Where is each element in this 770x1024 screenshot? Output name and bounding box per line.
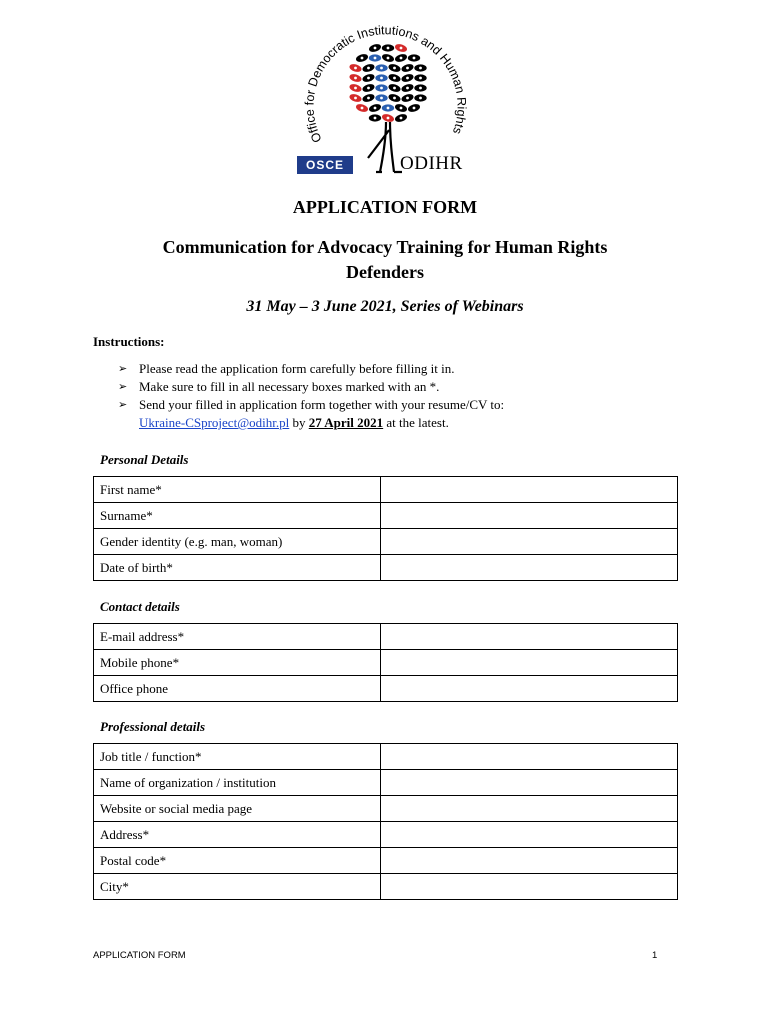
instruction-text: Make sure to fill in all necessary boxes marked with an *. <box>139 379 440 394</box>
logo-leaf-eye <box>387 107 390 110</box>
field-cell <box>381 503 678 529</box>
field-cell <box>381 796 678 822</box>
logo-tree-trunk <box>368 122 402 172</box>
date-of-birth-input[interactable] <box>381 556 677 580</box>
logo-leaf-eye <box>393 87 396 90</box>
logo-leaf-eye <box>393 97 396 100</box>
field-label: E-mail address* <box>94 624 381 650</box>
logo-leaf-eye <box>406 87 409 90</box>
table-row <box>94 503 678 529</box>
job-title-input[interactable] <box>381 745 677 769</box>
logo-leaf-eye <box>367 77 370 80</box>
field-label: Job title / function* <box>94 744 381 770</box>
logo-leaf-eye <box>400 47 403 50</box>
subtitle-line-1: Communication for Advocacy Training for Human Rights <box>162 237 608 257</box>
event-dates: 31 May – 3 June 2021, Series of Webinars <box>246 298 524 315</box>
gender-identity-input[interactable] <box>381 530 677 554</box>
arrow-bullet-icon: ➢ <box>118 362 128 375</box>
logo-leaf-eye <box>380 97 383 100</box>
logo-leaf-eye <box>419 87 422 90</box>
field-label: Office phone <box>94 676 381 702</box>
logo-leaf-eye <box>387 117 390 120</box>
logo-leaf-eye <box>367 97 370 100</box>
professional-details-table <box>93 743 678 900</box>
odihr-logo <box>290 22 490 182</box>
field-cell <box>381 477 678 503</box>
field-cell <box>381 529 678 555</box>
field-cell <box>381 848 678 874</box>
logo-leaf-eye <box>406 77 409 80</box>
field-label: First name* <box>94 477 381 503</box>
logo-leaf-eye <box>354 67 357 70</box>
instructions-label: Instructions: <box>93 334 165 349</box>
field-cell <box>381 822 678 848</box>
page-title: APPLICATION FORM <box>292 197 478 217</box>
table-row <box>94 529 678 555</box>
table-row <box>94 650 678 676</box>
field-cell <box>381 676 678 702</box>
osce-badge: OSCE <box>297 156 353 174</box>
instruction-by: by <box>289 415 309 430</box>
instruction-item <box>118 396 678 432</box>
logo-leaf-eye <box>367 87 370 90</box>
email-input[interactable] <box>381 625 677 649</box>
instruction-item <box>118 378 678 396</box>
instruction-tail: at the latest. <box>383 415 449 430</box>
arrow-bullet-icon: ➢ <box>118 380 128 393</box>
table-row <box>94 848 678 874</box>
address-input[interactable] <box>381 823 677 847</box>
table-row <box>94 770 678 796</box>
logo-leaf-eye <box>419 97 422 100</box>
logo-leaves <box>348 43 426 124</box>
instructions-list <box>118 360 678 432</box>
logo-leaf-eye <box>374 47 377 50</box>
organization-input[interactable] <box>381 771 677 795</box>
field-cell <box>381 555 678 581</box>
section-title-professional: Professional details <box>100 719 206 734</box>
field-label: City* <box>94 874 381 900</box>
table-row <box>94 796 678 822</box>
logo-leaf-eye <box>380 77 383 80</box>
logo-leaf-eye <box>374 107 377 110</box>
city-input[interactable] <box>381 875 677 899</box>
logo-ring-text-path: Office for Democratic Institutions and Human Rights <box>302 23 469 145</box>
field-label: Surname* <box>94 503 381 529</box>
logo-leaf-eye <box>367 67 370 70</box>
logo-leaf-eye <box>374 117 377 120</box>
logo-leaf-eye <box>361 107 364 110</box>
field-label: Gender identity (e.g. man, woman) <box>94 529 381 555</box>
odihr-wordmark: ODIHR <box>400 153 463 174</box>
logo-leaf-eye <box>400 57 403 60</box>
mobile-phone-input[interactable] <box>381 651 677 675</box>
instruction-text <box>139 396 504 432</box>
instruction-text-send: Send your filled in application form together with your resume/CV to: <box>139 397 505 412</box>
field-label: Date of birth* <box>94 555 381 581</box>
field-cell <box>381 874 678 900</box>
table-row <box>94 555 678 581</box>
logo-leaf-eye <box>380 67 383 70</box>
field-cell <box>381 650 678 676</box>
logo-leaf-eye <box>406 67 409 70</box>
table-row <box>94 744 678 770</box>
arrow-bullet-icon: ➢ <box>118 398 128 411</box>
logo-leaf-eye <box>354 97 357 100</box>
subtitle-line-2: Defenders <box>346 262 424 282</box>
instruction-text: Please read the application form carefully before filling it in. <box>139 361 455 376</box>
logo-leaf-eye <box>354 87 357 90</box>
logo-leaf-eye <box>361 57 364 60</box>
logo-leaf-eye <box>387 57 390 60</box>
logo-leaf-eye <box>419 77 422 80</box>
postal-code-input[interactable] <box>381 849 677 873</box>
table-row <box>94 874 678 900</box>
section-title-personal: Personal Details <box>100 452 189 467</box>
surname-input[interactable] <box>381 504 677 528</box>
logo-leaf-eye <box>374 57 377 60</box>
logo-leaf-eye <box>400 107 403 110</box>
logo-leaf-eye <box>413 57 416 60</box>
page-subtitle <box>110 235 660 285</box>
logo-leaf-eye <box>419 67 422 70</box>
deadline-date: 27 April 2021 <box>308 415 384 430</box>
field-cell <box>381 744 678 770</box>
table-row <box>94 477 678 503</box>
website-input[interactable] <box>381 797 677 821</box>
logo-leaf-eye <box>354 77 357 80</box>
field-label: Name of organization / institution <box>94 770 381 796</box>
contact-details-table <box>93 623 678 702</box>
logo-leaf-eye <box>393 77 396 80</box>
logo-leaf-eye <box>387 47 390 50</box>
instruction-item <box>118 360 678 378</box>
logo-leaf-eye <box>393 67 396 70</box>
section-title-contact: Contact details <box>100 599 180 614</box>
field-label: Mobile phone* <box>94 650 381 676</box>
logo-leaf-eye <box>380 87 383 90</box>
field-cell <box>381 624 678 650</box>
page-number: 1 <box>652 950 658 961</box>
field-cell <box>381 770 678 796</box>
table-row <box>94 624 678 650</box>
logo-leaf-eye <box>400 117 403 120</box>
footer-label: APPLICATION FORM <box>93 950 186 961</box>
first-name-input[interactable] <box>381 478 677 502</box>
field-label: Address* <box>94 822 381 848</box>
email-link[interactable]: Ukraine-CSproject@odihr.pl <box>139 415 290 430</box>
office-phone-input[interactable] <box>381 677 677 701</box>
table-row <box>94 822 678 848</box>
table-row <box>94 676 678 702</box>
logo-leaf-eye <box>406 97 409 100</box>
personal-details-table <box>93 476 678 581</box>
field-label: Postal code* <box>94 848 381 874</box>
field-label: Website or social media page <box>94 796 381 822</box>
logo-leaf-eye <box>413 107 416 110</box>
